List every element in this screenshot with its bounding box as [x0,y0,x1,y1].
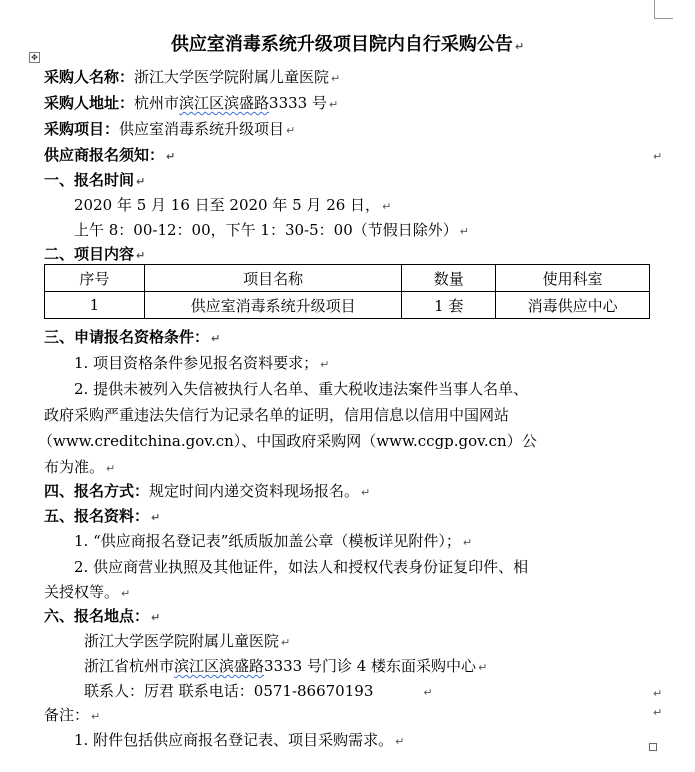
paragraph-mark-icon: ↵ [382,200,392,213]
page-end-marker [649,743,657,751]
paragraph-mark-icon: ↵ [151,511,161,524]
table-row [45,292,650,319]
section5-item1 [74,530,472,551]
paragraph-mark-icon: ↵ [121,587,131,600]
section1-hours [74,219,469,240]
section5-item2-text: 关授权等。 [44,583,120,601]
section1-heading [44,169,145,190]
paragraph-mark-icon: ↵ [211,332,221,345]
buyer-address-line [44,92,338,113]
project-label: 采购项目： [44,120,120,138]
date-range-text: 2020 年 5 月 16 日至 2020 年 5 月 26 日， [74,196,381,214]
section4-heading-text: 四、报名方式： [44,482,150,500]
table-cell: 供应室消毒系统升级项目 [144,292,402,319]
section1-date-range [74,194,391,215]
section5-heading [44,505,160,526]
table-header-cell: 使用科室 [496,265,650,292]
place-text: 浙江大学医学院附属儿童医院 [84,632,280,650]
buyer-name-label: 采购人名称： [44,68,135,86]
buyer-address-pre: 杭州市 [134,94,180,112]
paragraph-mark-icon: ↵ [331,72,341,85]
section5-item2-text: 2. 供应商营业执照及其他证件，如法人和授权代表身份证复印件、相 [74,558,529,576]
paragraph-mark-icon: ↵ [462,536,473,549]
section2-heading-text: 二、项目内容 [44,245,135,263]
project-value: 供应室消毒系统升级项目 [119,120,285,138]
section3-heading-text: 三、申请报名资格条件： [44,328,210,346]
remark-item1 [74,729,404,750]
table-move-handle-icon[interactable]: ✥ [29,52,40,63]
project-line [44,118,295,139]
section3-item2-text: 2. 提供未被列入失信被执行人名单、重大税收违法案件当事人名单、 [74,380,529,398]
section3-item1-text: 1. 项目资格条件参见报名资料要求； [74,354,319,372]
section3-item2-line1 [74,378,528,399]
section3-item2-text: （www.creditchina.gov.cn）、中国政府采购网（www.ccgp.gov.cn）公 [38,432,537,450]
table-header-cell: 数量 [402,265,496,292]
paragraph-mark-icon: ↵ [91,710,101,723]
project-content-table [44,264,650,319]
table-cell: 1 [45,292,145,319]
section6-place [84,630,290,651]
buyer-name-line [44,66,340,87]
notice-heading-text: 供应商报名须知： [44,146,165,164]
table-header-cell: 序号 [45,265,145,292]
hours-text: 上午 8：00-12：00，下午 1：30-5：00（节假日除外） [74,221,458,239]
paragraph-mark-icon: ↵ [653,706,663,719]
section6-heading-text: 六、报名地点： [44,607,150,625]
document-title [0,30,695,56]
buyer-name-value: 浙江大学医学院附属儿童医院 [134,68,330,86]
paragraph-mark-icon: ↵ [320,358,330,371]
section5-item2-line1 [74,556,528,577]
section5-heading-text: 五、报名资料： [44,507,150,525]
page-corner-mark [654,0,673,19]
paragraph-mark-icon: ↵ [478,661,488,674]
address-pre: 浙江省杭州市 [84,657,175,675]
section3-item1 [74,352,329,373]
paragraph-mark-icon: ↵ [136,249,146,262]
section6-address [84,655,487,676]
remark-label-line [44,704,100,725]
paragraph-mark-icon: ↵ [514,40,525,53]
section5-item2-line2 [44,581,130,602]
paragraph-mark-icon: ↵ [136,175,146,188]
paragraph-mark-icon: ↵ [281,636,291,649]
section3-item2-line4 [44,456,115,477]
paragraph-mark-icon: ↵ [653,150,663,163]
address-wavy: 滨江区滨盛路 [174,657,265,675]
contact-text: 联系人：厉君 联系电话：0571-86670193 [84,682,374,700]
remark-item1-text: 1. 附件包括供应商报名登记表、项目采购需求。 [74,731,394,749]
section3-item2-line2 [44,404,509,425]
paragraph-mark-icon: ↵ [361,486,371,499]
section3-heading [44,326,220,347]
paragraph-mark-icon: ↵ [286,124,296,137]
paragraph-mark-icon: ↵ [166,150,176,163]
buyer-address-wavy: 滨江区滨盛路 [179,94,270,112]
table-cell: 消毒供应中心 [496,292,650,319]
table-cell: 1 套 [402,292,496,319]
section5-item1-text: 1. “供应商报名登记表”纸质版加盖公章（模板详见附件）； [74,532,461,550]
section3-item2-line3 [38,430,537,451]
section4-text: 规定时间内递交资料现场报名。 [149,482,360,500]
section1-heading-text: 一、报名时间 [44,171,135,189]
section6-heading [44,605,160,626]
paragraph-mark-icon: ↵ [329,98,339,111]
remark-label: 备注： [44,706,90,724]
section4-line [44,480,370,501]
buyer-address-label: 采购人地址： [44,94,135,112]
paragraph-mark-icon: ↵ [395,735,405,748]
table-header-cell: 项目名称 [144,265,402,292]
paragraph-mark-icon: ↵ [653,687,663,700]
title-text: 供应室消毒系统升级项目院内自行采购公告 [170,34,513,55]
section6-contact [84,680,433,701]
paragraph-mark-icon: ↵ [151,611,161,624]
paragraph-mark-icon: ↵ [459,225,469,238]
address-post: 3333 号门诊 4 楼东面采购中心 [264,657,477,675]
notice-heading [44,144,175,165]
table-header-row [45,265,650,292]
section3-item2-text: 政府采购严重违法失信行为记录名单的证明，信用信息以信用中国网站 [44,406,510,424]
paragraph-mark-icon: ↵ [106,462,116,475]
section2-heading [44,243,145,264]
section3-item2-text: 布为准。 [44,458,105,476]
paragraph-mark-icon: ↵ [423,686,433,699]
buyer-address-post: 3333 号 [269,94,327,112]
